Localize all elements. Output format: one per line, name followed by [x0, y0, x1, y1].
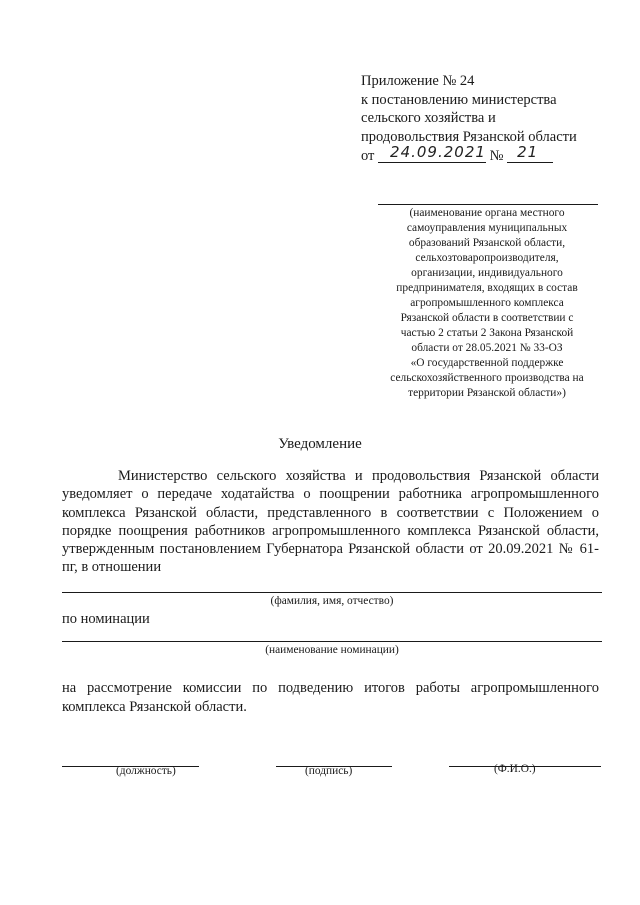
recipient-line: области от 28.05.2021 № 33-ОЗ — [411, 342, 563, 354]
fio-blank-line — [62, 592, 602, 593]
nomination-caption: (наименование номинации) — [265, 644, 399, 656]
fio-caption: (фамилия, имя, отчество) — [270, 595, 394, 607]
name-caption: (Ф.И.О.) — [494, 763, 536, 775]
date-prefix: от — [361, 148, 375, 164]
document-title: Уведомление — [278, 436, 362, 452]
appendix-ministry-line: сельского хозяйства и — [361, 110, 496, 126]
recipient-line: агропромышленного комплекса — [410, 297, 564, 309]
appendix-number: Приложение № 24 — [361, 73, 475, 89]
nomination-label: по номинации — [62, 611, 150, 627]
nomination-blank-line — [62, 641, 602, 642]
number-field — [507, 142, 553, 163]
recipient-blank-line — [378, 204, 598, 205]
date-field — [378, 142, 486, 163]
recipient-line: предпринимателя, входящих в состав — [396, 282, 578, 294]
notice-body — [62, 467, 599, 577]
recipient-line: сельскохозяйственного производства на — [390, 372, 584, 384]
appendix-header — [361, 72, 577, 166]
recipient-line: территории Рязанской области») — [408, 387, 566, 399]
recipient-line: организации, индивидуального — [411, 267, 563, 279]
recipient-line: сельхозтоваропроизводителя, — [415, 252, 559, 264]
appendix-resolution-line: к постановлению министерства — [361, 91, 557, 108]
recipient-line: Рязанской области в соответствии с — [400, 312, 574, 324]
notice-body-text: Министерство сельского хозяйства и продовольствия Рязанской области уведомляет о передаче ходатайства о поощрении работника агропромышленного комплекса Рязанской области, представленного в соответствии с Положением о порядке поощрения работников агропромышленного комплекса Рязанской области, утвержденным постановлением Губернатора Рязанской области от 20.09.2021 № 61-пг, в отношении — [62, 468, 599, 576]
signature-caption: (подпись) — [305, 765, 353, 777]
recipient-line: самоуправления муниципальных — [406, 222, 568, 234]
recipient-line: «О государственной поддержке — [410, 357, 564, 369]
number-handwritten: 21 — [517, 142, 539, 161]
recipient-line: частью 2 статьи 2 Закона Рязанской — [400, 327, 574, 339]
position-caption: (должность) — [116, 765, 176, 777]
closing-text: на рассмотрение комиссии по подведению итогов работы агропромышленного комплекса Рязанской области. — [62, 680, 599, 715]
number-prefix: № — [489, 148, 504, 164]
recipient-line: (наименование органа местного — [409, 207, 565, 219]
appendix-date-row — [361, 142, 577, 166]
date-handwritten: 24.09.2021 — [390, 142, 486, 161]
appendix-ministry-line-2: продовольствия Рязанской области — [361, 128, 577, 145]
recipient-description — [371, 206, 603, 401]
recipient-line: образований Рязанской области, — [408, 237, 566, 249]
